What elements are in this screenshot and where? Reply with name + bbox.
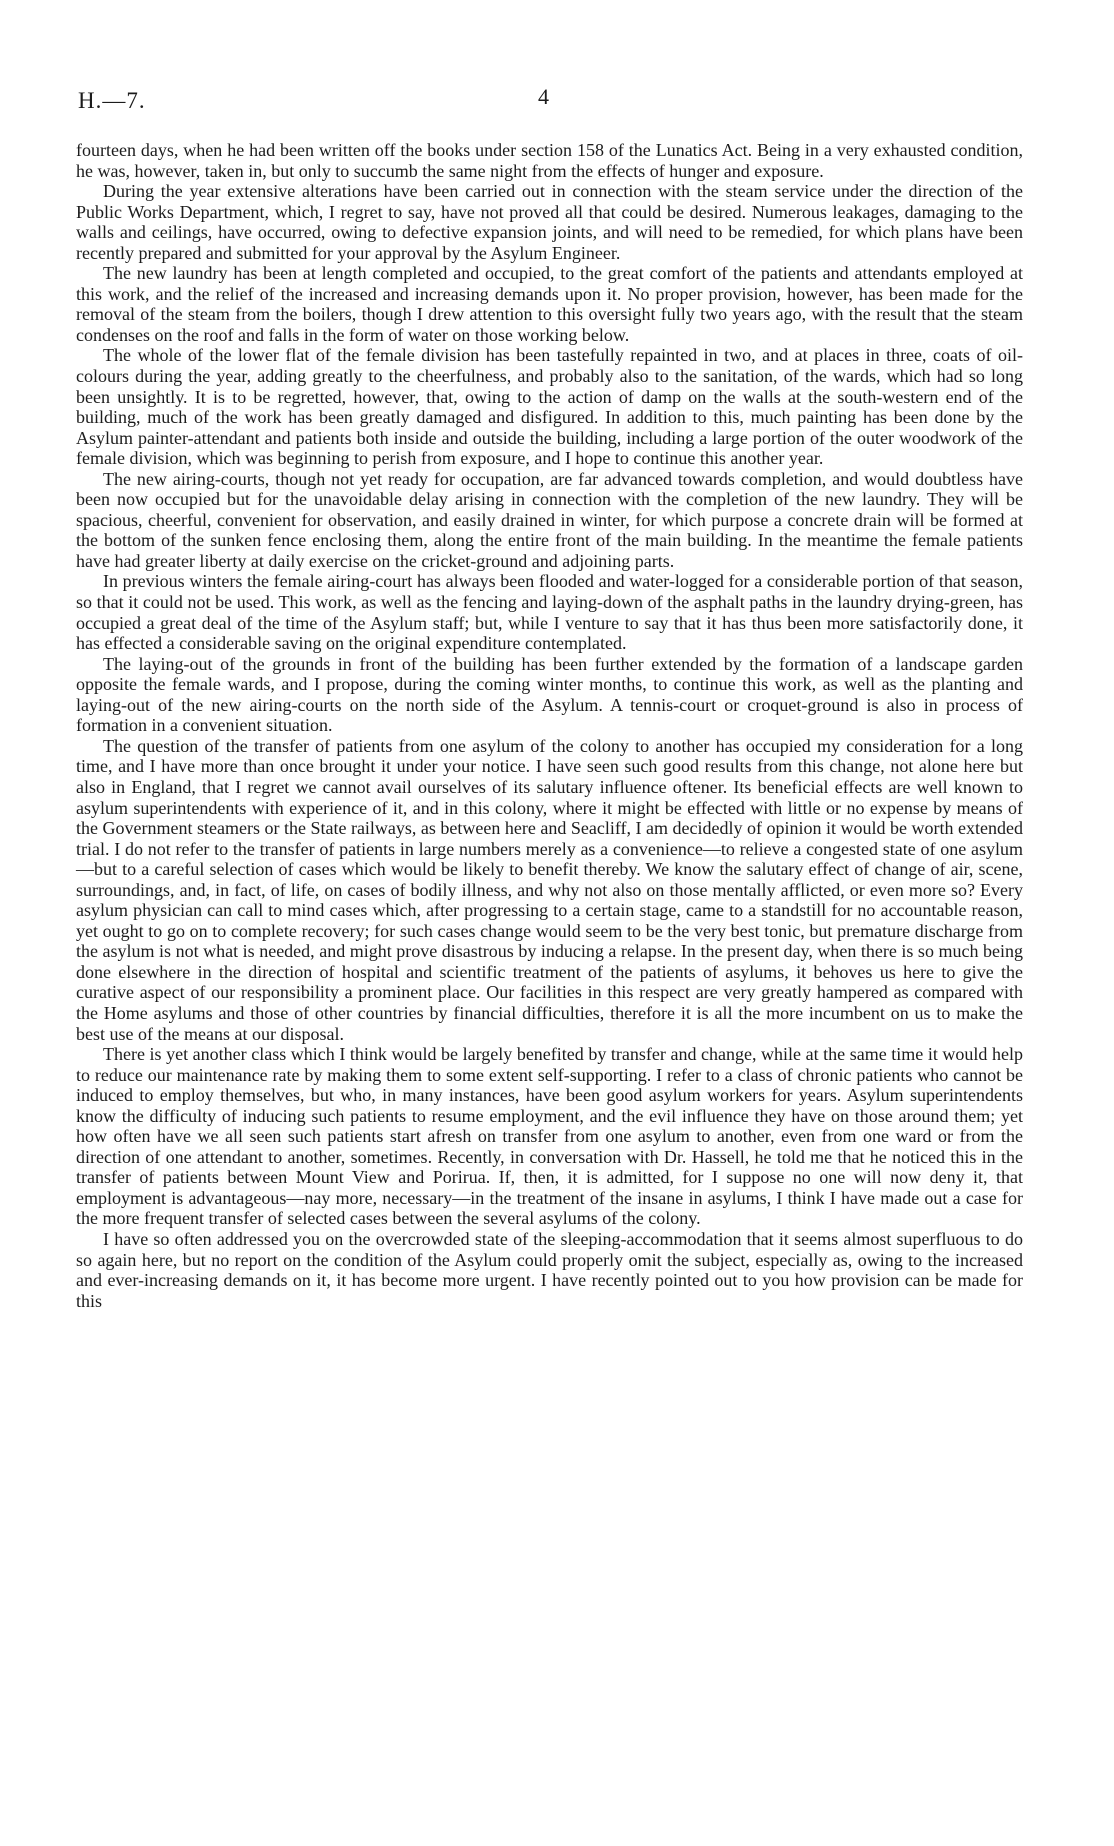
paragraph-airing-courts: The new airing-courts, though not yet ready for occupation, are far advanced towards completion, and would doubtless have been now occupied but for the unavoidable delay arising in connection with the completion of the new laundry. They will be spacious, cheerful, convenient for observation, and easily drained in winter, for which purpose a concrete drain will be formed at the bottom of the sunken fence enclosing them, along the entire front of the main building. In the meantime the female patients have had greater liberty at daily exercise on the cricket-ground and adjoining parts. [76, 468, 1023, 571]
report-body [76, 140, 1023, 1311]
paragraph-overcrowding: I have so often addressed you on the overcrowded state of the sleeping-accommodation that it seems almost superfluous to do so again here, but no report on the condition of the Asylum could properly omit the subject, especially as, owing to the increased and ever-increasing demands on it, it has become more urgent. I have recently pointed out to you how provision can be made for this [76, 1228, 1023, 1311]
paragraph-new-laundry: The new laundry has been at length completed and occupied, to the great comfort of the patients and attendants employed at this work, and the relief of the increased and increasing demands upon it. No proper provision, however, has been made for the removal of the steam from the boilers, though I drew attention to this oversight fully two years ago, with the result that the steam condenses on the roof and falls in the form of water on those working below. [76, 263, 1023, 345]
paragraph-absconded-patient: fourteen days, when he had been written off the books under section 158 of the Lunatics Act. Being in a very exhausted condition, he was, however, taken in, but only to succumb the same night from the effects of hunger and exposure. [76, 140, 1023, 181]
page-number: 4 [538, 84, 549, 109]
page-header [78, 84, 1040, 118]
paragraph-steam-service: During the year extensive alterations have been carried out in connection with the steam service under the direction of the Public Works Department, which, I regret to say, have not proved all that could be desired. Numerous leakages, damaging to the walls and ceilings, have occurred, owing to defective expansion joints, and will need to be remedied, for which plans have been recently prepared and submitted for your approval by the Asylum Engineer. [76, 181, 1023, 263]
paragraph-chronic-patients: There is yet another class which I think would be largely benefited by transfer and change, while at the same time it would help to reduce our maintenance rate by making them to some extent self-supporting. I refer to a class of chronic patients who cannot be induced to employ themselves, but who, in many instances, have been good asylum workers for years. Asylum superintendents know the difficulty of inducing such patients to resume employment, and the evil influence they have on those around them; yet how often have we all seen such patients start afresh on transfer from one asylum to another, even from one ward or from the direction of one attendant to another, sometimes. Recently, in conversation with Dr. Hassell, he told me that he noticed this in the transfer of patients between Mount View and Porirua. If, then, it is admitted, for I suppose no one will now deny it, that employment is advantageous—nay more, necessary—in the treatment of the insane in asylums, I think I have made out a case for the more frequent transfer of selected cases between the several asylums of the colony. [76, 1044, 1023, 1229]
paragraph-repainting: The whole of the lower flat of the female division has been tastefully repainted in two, and at places in three, coats of oil-colours during the year, adding greatly to the cheerfulness, and probably also to the sanitation, of the wards, which had so long been unsightly. It is to be regretted, however, that, owing to the action of damp on the walls at the south-western end of the building, much of the work has been greatly damaged and disfigured. In addition to this, much painting has been done by the Asylum painter-attendant and patients both inside and outside the building, including a large portion of the outer woodwork of the female division, which was beginning to perish from exposure, and I hope to continue this another year. [76, 345, 1023, 469]
document-reference: H.—7. [78, 88, 146, 113]
paragraph-flooding: In previous winters the female airing-court has always been flooded and water-logged for a considerable portion of that season, so that it could not be used. This work, as well as the fencing and laying-down of the asphalt paths in the laundry drying-green, has occupied a great deal of the time of the Asylum staff; but, while I venture to say that it has thus been more satisfactorily done, it has effected a considerable saving on the original expenditure contemplated. [76, 571, 1023, 654]
paragraph-patient-transfer: The question of the transfer of patients from one asylum of the colony to another has occupied my consideration for a long time, and I have more than once brought it under your notice. I have seen such good results from this change, not alone here but also in England, that I regret we cannot avail ourselves of its salutary influence oftener. Its beneficial effects are well known to asylum superintendents with experience of it, and in this colony, where it might be effected with little or no expense by means of the Government steamers or the State railways, as between here and Seacliff, I am decidedly of opinion it would be worth extended trial. I do not refer to the transfer of patients in large numbers merely as a convenience—to relieve a congested state of one asylum—but to a careful selection of cases which would be likely to benefit thereby. We know the salutary effect of change of air, scene, surroundings, and, in fact, of life, on cases of bodily illness, and why not also on those mentally afflicted, or even more so? Every asylum physician can call to mind cases which, after progressing to a certain stage, came to a standstill for no accountable reason, yet ought to go on to complete recovery; for such cases change would seem to be the very best tonic, but premature discharge from the asylum is not what is needed, and might prove disastrous by inducing a relapse. In the present day, when there is so much being done elsewhere in the direction of hospital and scientific treatment of the patients of asylums, it behoves us here to give the curative aspect of our responsibility a prominent place. Our facilities in this respect are very greatly hampered as compared with the Home asylums and those of other countries by financial difficulties, therefore it is all the more incumbent on us to make the best use of the means at our disposal. [76, 735, 1023, 1044]
paragraph-grounds: The laying-out of the grounds in front of the building has been further extended by the formation of a landscape garden opposite the female wards, and I propose, during the coming winter months, to continue this work, as well as the planting and laying-out of the new airing-courts on the north side of the Asylum. A tennis-court or croquet-ground is also in process of formation in a convenient situation. [76, 653, 1023, 736]
